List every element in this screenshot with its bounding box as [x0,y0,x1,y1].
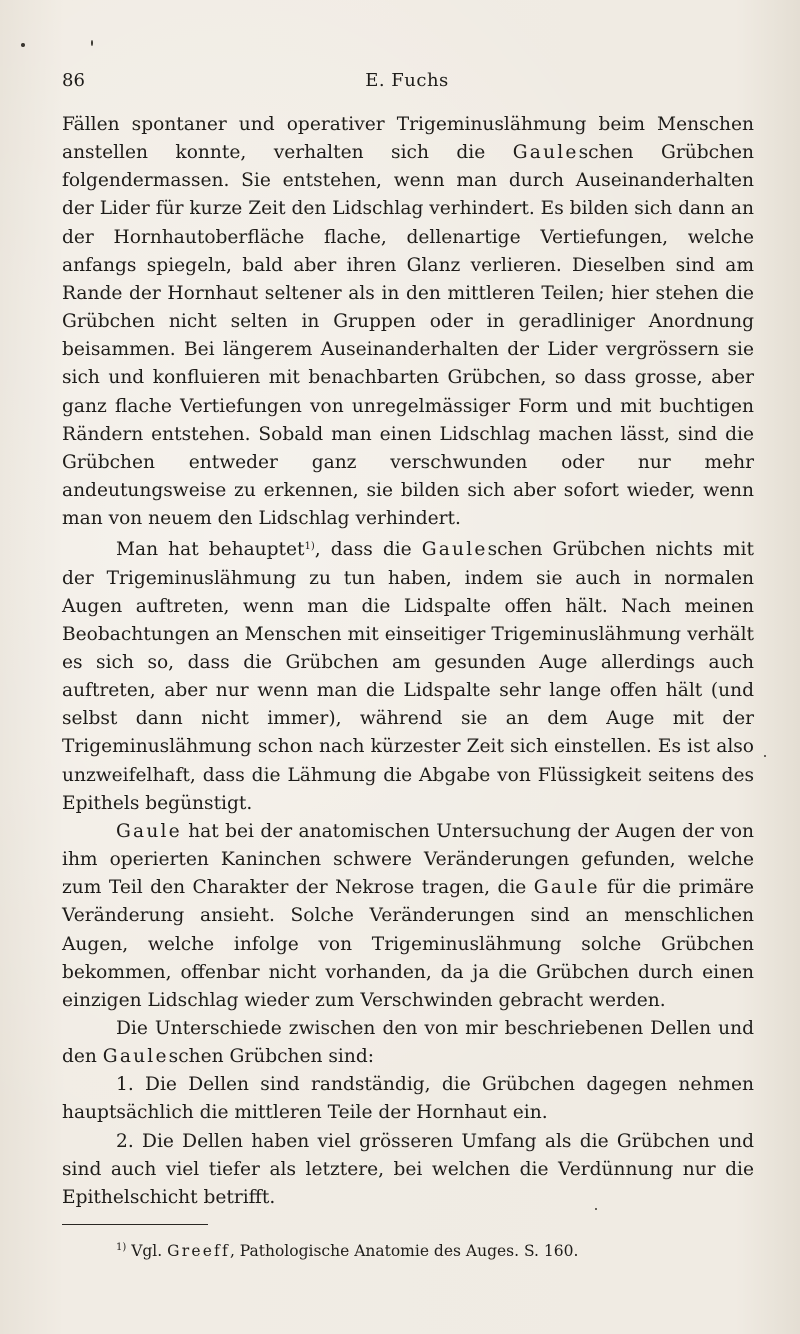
scan-speck [21,43,25,47]
author-name: Gaule [116,820,182,842]
paragraph-text: hat bei der anatomischen Untersuchung der Augen der von ihm operierten Kaninchen schwere Veränderungen gefunden, welche zum Teil den Charakter der Nekrose tragen, die [62,820,754,899]
author-name: Gaule [512,142,579,164]
footnote [116,1236,578,1263]
author-name: Gaule [421,539,488,561]
page-number: 86 [62,70,85,91]
scan-speck [595,1208,597,1210]
author-name: Gaule [102,1046,169,1068]
footnote-divider [62,1224,208,1225]
paragraph [62,818,754,1015]
paragraph [62,533,754,818]
paragraph-text: 1. Die Dellen sind randständig, die Grübchen dagegen nehmen hauptsächlich die mittleren Teile der Hornhaut ein. [62,1074,754,1124]
paragraph-text: Man hat behauptet [116,539,305,561]
body-text [62,111,754,1212]
paragraph-text: für die primäre Veränderung ansieht. Solche Veränderungen sind an menschlichen Augen, welche infolge von Trigeminuslähmung solche Grübchen bekommen, offenbar nicht vorhanden, da ja die Grübchen durch einen einzigen Lidschlag wieder zum Verschwinden gebracht werden. [62,877,754,1011]
paragraph [62,1071,754,1127]
footnote-text-after: , Pathologische Anatomie des Auges. S. 160. [229,1242,579,1260]
paragraph [62,1128,754,1212]
footnote-author: Greeff [167,1242,230,1260]
scan-speck [91,40,93,46]
paragraph [62,1015,754,1071]
paragraph-text: schen Grübchen folgendermassen. Sie entstehen, wenn man durch Auseinanderhalten der Lider für kurze Zeit den Lidschlag verhindert. Es bilden sich dann an der Hornhautoberfläche flache, dellenartige Vertiefungen, welche anfangs spiegeln, bald aber ihren Glanz verlieren. Dieselben sind am Rande der Hornhaut seltener als in den mittleren Teilen; hier stehen die Grübchen nicht selten in Gruppen oder in geradliniger Anordnung beisammen. Bei längerem Auseinanderhalten der Lider vergrössern sie sich und konfluieren mit benachbarten Grübchen, so dass grosse, aber ganz flache Vertiefungen von unregelmässiger Form und mit buchtigen Rändern entstehen. Sobald man einen Lidschlag machen lässt, sind die Grübchen entweder ganz verschwunden oder nur mehr andeutungsweise zu erkennen, sie bilden sich aber sofort wieder, wenn man von neuem den Lidschlag verhindert. [62,142,755,530]
author-name: Gaule [533,877,600,899]
footnote-reference: 1) [304,541,315,553]
footnote-marker: 1) [116,1242,127,1253]
paragraph-text: schen Grübchen nichts mit der Trigeminuslähmung zu tun haben, indem sie auch in normalen Augen auftreten, wenn man die Lidspalte offen hält. Nach meinen Beobachtungen an Menschen mit einseitiger Trigeminuslähmung verhält es sich so, dass die Grübchen am gesunden Auge allerdings auch auftreten, aber nur wenn man die Lidspalte sehr lange offen hält (und selbst dann nicht immer), während sie an dem Auge mit der Trigeminuslähmung schon nach kürzester Zeit sich einstellen. Es ist also unzweifelhaft, dass die Lähmung die Abgabe von Flüssigkeit seitens des Epithels begünstigt. [62,539,754,814]
page-header [62,70,752,98]
paragraph-text: , dass die [314,539,422,561]
scan-speck [764,755,766,757]
footnote-text-before: Vgl. [126,1242,168,1260]
paragraph [62,111,754,533]
paragraph-text: schen Grübchen sind: [168,1046,375,1068]
running-head: E. Fuchs [365,70,449,91]
paragraph-text: 2. Die Dellen haben viel grösseren Umfang als die Grübchen und sind auch viel tiefer als letztere, bei welchen die Verdünnung nur die Epithelschicht betrifft. [62,1130,754,1208]
paragraph-text: Die Unterschiede zwischen den von mir beschriebenen Dellen und den [62,1018,754,1068]
paragraph-text: Fällen spontaner und operativer Trigeminuslähmung beim Menschen anstellen konnte, verhalten sich die [62,114,754,164]
